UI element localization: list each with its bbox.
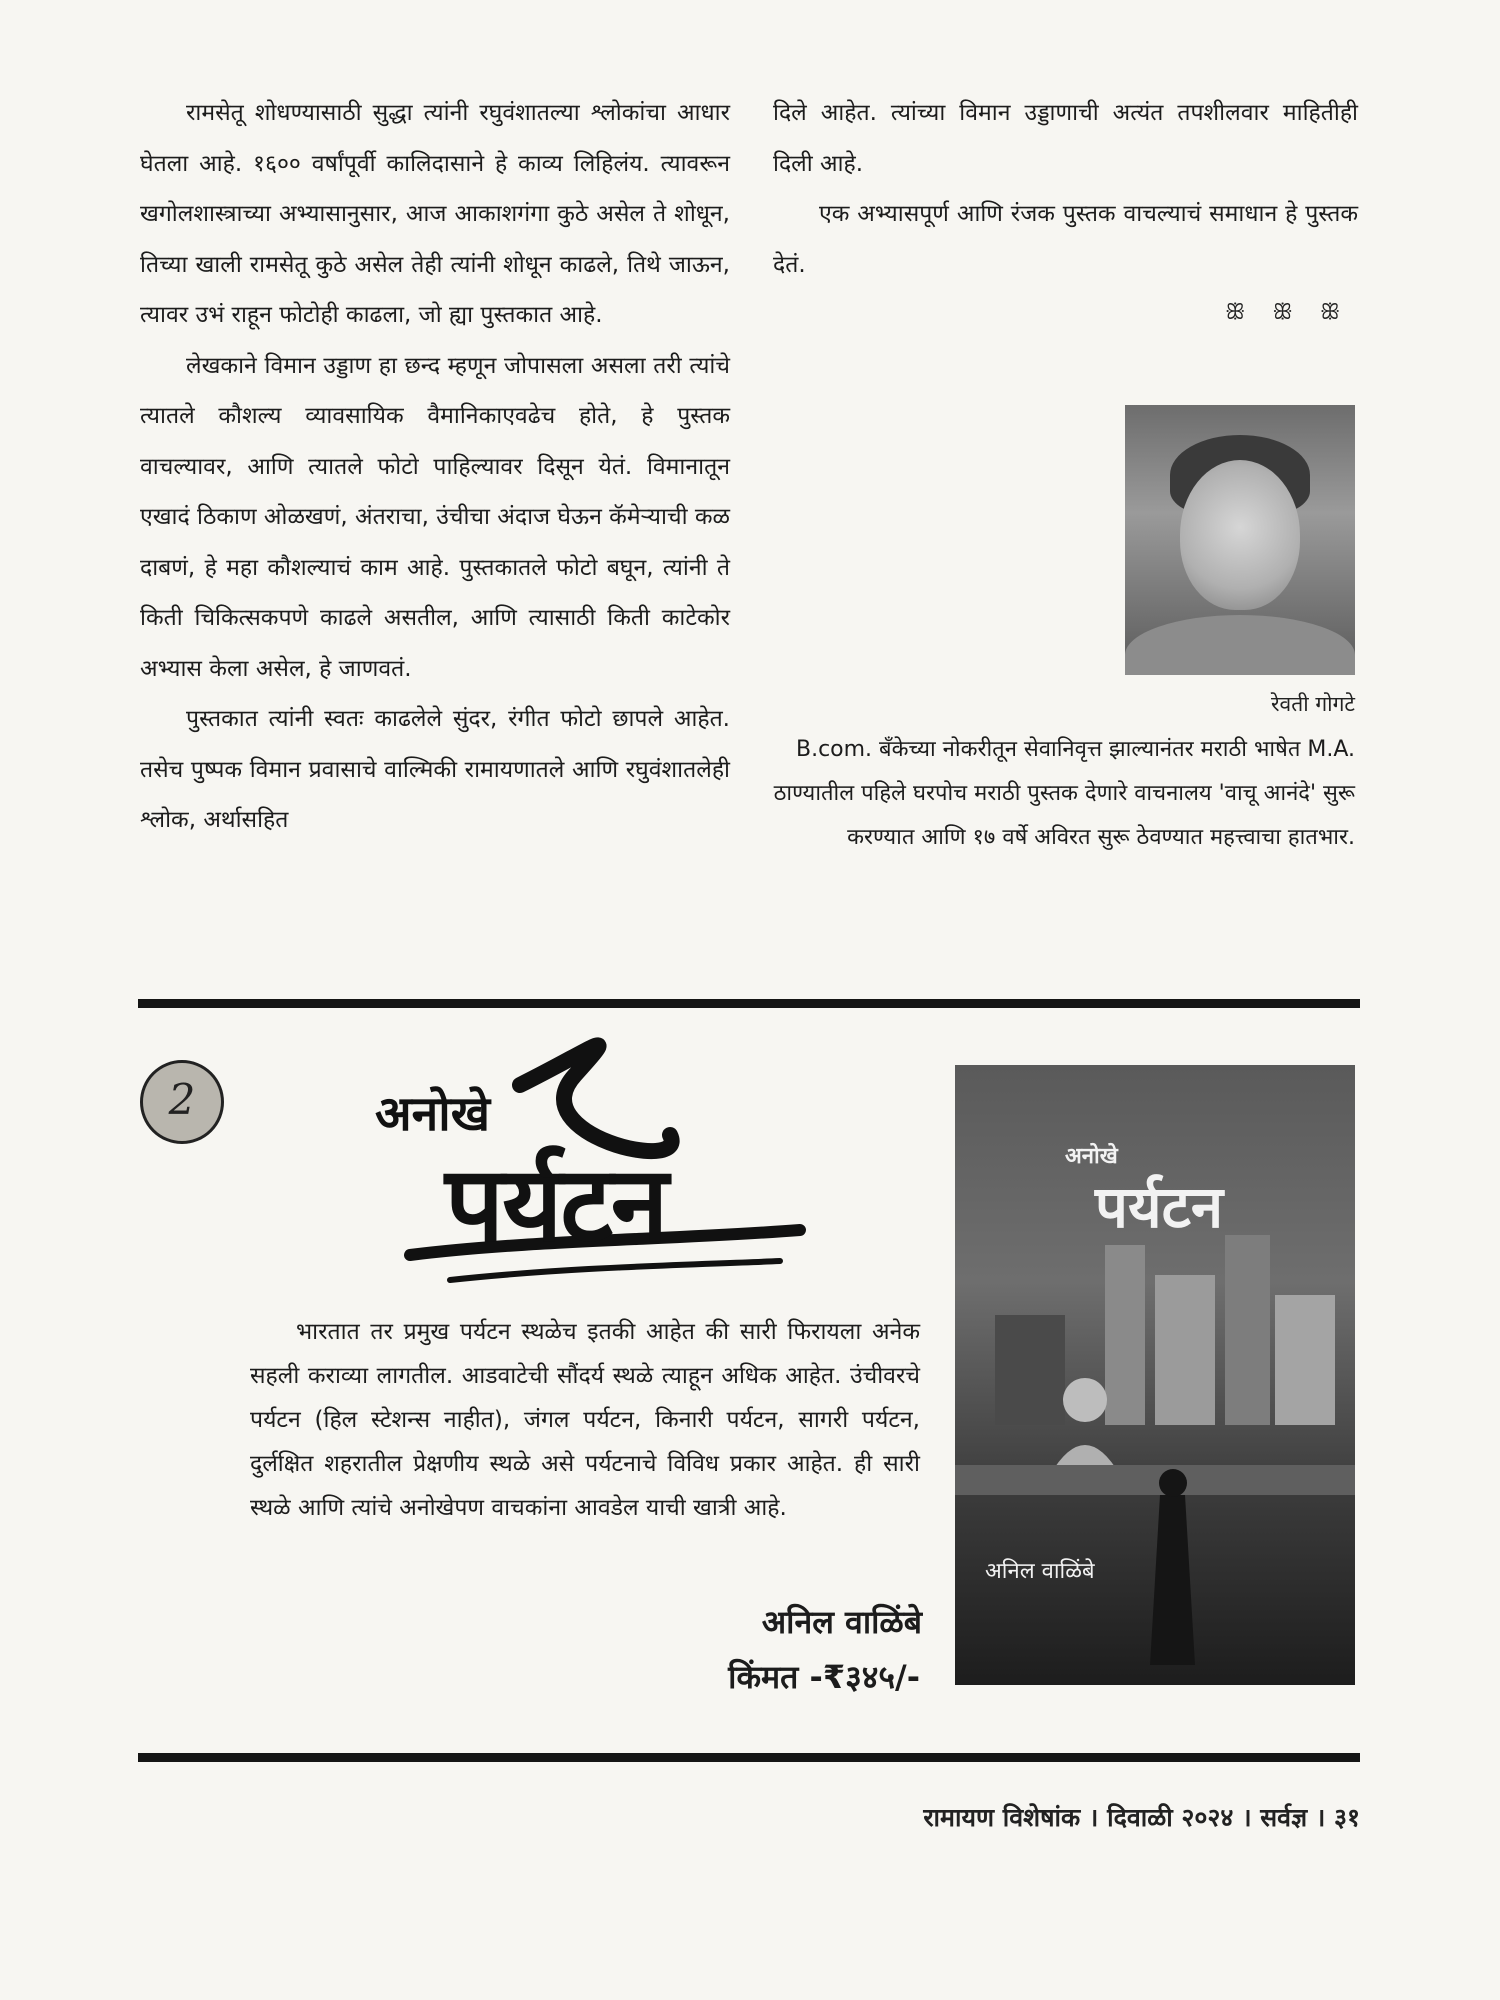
book-cover-image <box>955 1065 1355 1685</box>
cover-title-big: पर्यटन <box>1095 1173 1224 1241</box>
book-title-block <box>370 1025 810 1295</box>
right-paragraph-2: एक अभ्यासपूर्ण आणि रंजक पुस्तक वाचल्याचं समाधान हे पुस्तक देतं. <box>773 201 1358 278</box>
divider-bottom <box>138 1753 1360 1762</box>
book-description-text: भारतात तर प्रमुख पर्यटन स्थळेच इतकी आहेत की सारी फिरायला अनेक सहली कराव्या लागतील. आडवाटेची सौंदर्य स्थळे त्याहून अधिक आहेत. उंचीवरचे पर्यटन (हिल स्टेशन्स नाहीत), जंगल पर्यटन, किनारी पर्यटन, सागरी पर्यटन, दुर्लक्षित शहरातील प्रेक्षणीय स्थळे असे पर्यटनाचे विविध प्रकार आहेत. ही सारी स्थळे आणि त्यांचे अनोखेपण वाचकांना आवडेल याची खात्री आहे. <box>250 1319 920 1521</box>
author-bio: B.com. बँकेच्या नोकरीतून सेवानिवृत्त झाल्यानंतर मराठी भाषेत M.A. ठाण्यातील पहिले घरपोच मराठी पुस्तक देणारे वाचनालय 'वाचू आनंदे' सुरू करण्यात आणि १७ वर्षे अविरत सुरू ठेवण्यात महत्त्वाचा हातभार. <box>773 737 1355 850</box>
left-column <box>140 88 730 846</box>
author-photo-face <box>1180 460 1300 610</box>
book-cover-art <box>955 1065 1355 1685</box>
book-author: अनिल वाळिंबे <box>761 1603 922 1641</box>
publisher-logo <box>140 1060 224 1144</box>
right-column <box>773 88 1358 290</box>
book-price: किंमत -₹३४५/- <box>728 1658 920 1696</box>
divider-top <box>138 999 1360 1008</box>
cover-author: अनिल वाळिंबे <box>985 1559 1095 1584</box>
author-name: रेवती गोगटे <box>1270 692 1355 716</box>
right-paragraph-1: दिले आहेत. त्यांच्या विमान उड्डाणाची अत्यंत तपशीलवार माहितीही दिली आहे. <box>773 100 1358 177</box>
left-paragraph-3: पुस्तकात त्यांनी स्वतः काढलेले सुंदर, रंगीत फोटो छापले आहेत. तसेच पुष्पक विमान प्रवासाचे वाल्मिकी रामायणातले आणि रघुवंशातलेही श्लोक, अर्थासहित <box>140 706 730 833</box>
author-photo <box>1125 405 1355 675</box>
page-footer: रामायण विशेषांक । दिवाळी २०२४ । सर्वज्ञ । ३१ <box>923 1803 1360 1832</box>
left-paragraph-1: रामसेतू शोधण्यासाठी सुद्धा त्यांनी रघुवंशातल्या श्लोकांचा आधार घेतला आहे. १६०० वर्षांपूर्वी कालिदासाने हे काव्य लिहिलंय. त्यावरून खगोलशास्त्राच्या अभ्यासानुसार, आज आकाशगंगा कुठे असेल ते शोधून, तिच्या खाली रामसेतू कुठे असेल तेही त्यांनी शोधून काढले, तिथे जाऊन, त्यावर उभं राहून फोटोही काढला, जो ह्या पुस्तकात आहे. <box>140 100 730 328</box>
book-title-small: अनोखे <box>375 1086 491 1142</box>
section-end-ornament: ꕥ ꕥ ꕥ <box>1225 300 1351 325</box>
publisher-logo-text: 2 <box>168 1075 196 1124</box>
cover-title-small: अनोखे <box>1065 1144 1118 1169</box>
book-description <box>250 1310 920 1530</box>
book-title-big: पर्यटन <box>445 1143 667 1265</box>
author-photo-shoulders <box>1125 615 1355 675</box>
left-paragraph-2: लेखकाने विमान उड्डाण हा छन्द म्हणून जोपासला असला तरी त्यांचे त्यातले कौशल्य व्यावसायिक वैमानिकाएवढेच होते, हे पुस्तक वाचल्यावर, आणि त्यातले फोटो पाहिल्यावर दिसून येतं. विमानातून एखादं ठिकाण ओळखणं, अंतराचा, उंचीचा अंदाज घेऊन कॅमेऱ्याची कळ दाबणं, हे महा कौशल्याचं काम आहे. पुस्तकातले फोटो बघून, त्यांनी ते किती चिकित्सकपणे काढले असतील, आणि त्यासाठी किती काटेकोर अभ्यास केला असेल, हे जाणवतं. <box>140 352 730 682</box>
